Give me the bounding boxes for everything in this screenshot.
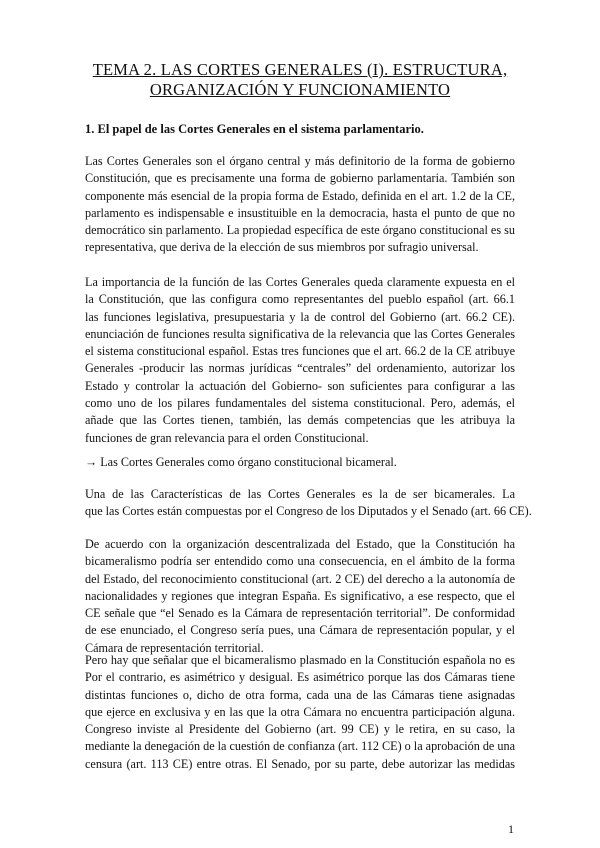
text-line: → Las Cortes Generales como órgano constitucional bicameral. [85,455,397,469]
text-line: Estado y controlar la actuación del Gobierno- son suficientes para configurar a las [85,378,515,393]
text-line: Cámara de representación territorial. [85,640,264,655]
text-line: añade que las Cortes tienen, también, las demás competencias que les atribuya la [85,413,515,428]
paragraph [85,274,515,447]
text-line: distintas funciones o, dicho de otra forma, cada una de las Cámaras tiene asignadas [85,687,515,702]
text-line: enunciación de funciones resulta significativa de la relevancia que las Cortes Generales [85,326,515,341]
page-number: 1 [508,822,514,836]
text-line: nacionalidades y regiones que integran España. Es significativo, a ese respecto, que el [85,588,515,603]
text-line: censura (art. 113 CE) entre otras. El Senado, por su parte, debe autorizar las medidas [85,756,515,771]
text-line: Una de las Características de las Cortes Generales es la de ser bicamerales. La [85,487,515,501]
text-line: Pero hay que señalar que el bicameralismo plasmado en la Constitución española no es [85,653,515,667]
text-line: componente más esencial de la propia forma de Estado, definida en el art. 1.2 de la CE, [85,188,515,203]
section-heading: 1. El papel de las Cortes Generales en el sistema parlamentario. [85,122,424,136]
text-line: del Estado, del reconocimiento constitucional (art. 2 CE) del derecho a la autonomía de [85,571,515,586]
text-line: que ejerce en exclusiva y en las que la otra Cámara no encuentra participación alguna. [85,704,515,719]
document-title-line-1: TEMA 2. LAS CORTES GENERALES (I). ESTRUCTURA, [92,60,508,79]
text-line: mediante la denegación de la cuestión de confianza (art. 112 CE) o la aprobación de una [85,739,515,754]
document-title-line-2: ORGANIZACIÓN Y FUNCIONAMIENTO [149,80,451,99]
paragraph [85,652,515,773]
text-line: bicameralismo podría ser entendido como una consecuencia, en el ámbito de la forma [85,554,515,569]
text-line: como uno de los pilares fundamentales del sistema constitucional. Pero, además, el [85,396,515,411]
paragraph [85,153,515,257]
text-line: democrático sin parlamento. La propiedad específica de este órgano constitucional es su [85,223,515,238]
text-line: que las Cortes están compuestas por el Congreso de los Diputados y el Senado (art. 66 CE). [85,504,532,519]
text-line: Por el contrario, es asimétrico y desigual. Es asimétrico porque las dos Cámaras tiene [85,670,515,685]
text-line: la Constitución, que las configura como representantes del pueblo español (art. 66.1 [85,292,515,307]
text-line: CE señale que “el Senado es la Cámara de representación territorial”. De conformidad [85,606,515,621]
text-line: parlamento es indispensable e insustituible en la democracia, hasta el punto de que no [85,205,515,220]
text-line: Las Cortes Generales son el órgano central y más definitorio de la forma de gobierno [85,154,515,168]
text-line: representativa, que deriva de la elección de sus miembros por sufragio universal. [85,240,479,255]
paragraph [85,486,532,521]
text-line: funciones de gran relevancia para el orden Constitucional. [85,430,369,445]
text-line: La importancia de la función de las Cortes Generales queda claramente expuesta en el [85,275,515,289]
text-line: de ese enunciado, el Congreso sería pues, una Cámara de representación popular, y el [85,623,515,638]
text-line: las funciones legislativa, presupuestaria y la de control del Gobierno (art. 66.2 CE). [85,309,515,324]
paragraph [85,536,515,657]
text-line: Congreso inviste al Presidente del Gobierno (art. 99 CE) y le retira, en su caso, la [85,722,515,737]
text-line: Generales -producir las normas jurídicas “centrales” del ordenamiento, autorizar los [85,361,515,376]
text-line: Constitución, que es precisamente una forma de gobierno parlamentaria. También son [85,171,515,186]
text-line: el sistema constitucional español. Estas tres funciones que el art. 66.2 de la CE atribuye [85,344,515,359]
arrow-subheading [85,454,515,471]
text-line: De acuerdo con la organización descentralizada del Estado, que la Constitución ha [85,537,515,551]
